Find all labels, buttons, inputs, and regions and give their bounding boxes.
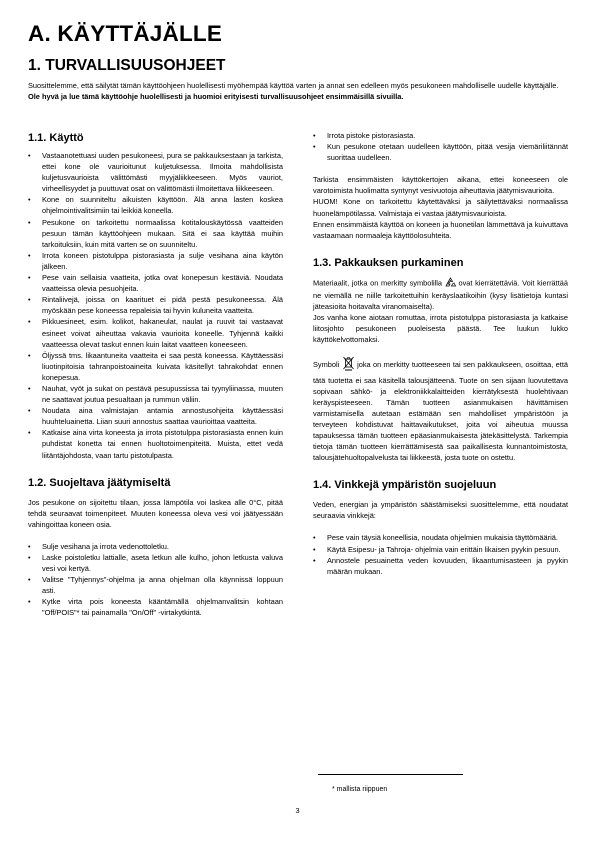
list-item: • Irrota pistoke pistorasiasta. [313,130,568,141]
page-number: 3 [295,806,300,815]
freeze-paragraph: Jos pesukone on sijoitettu tilaan, jossa lämpötila voi laskea alle 0°C, pitää tehdä seuraavat toimenpiteet. Muuten koneessa oleva vesi voi jäätyessään vahingoittaa koneen osia. [28,497,283,529]
list-item: • Irrota koneen pistotulppa pistorasiasta ja sulje vesihana aina käytön jälkeen. [28,250,283,272]
recycle-paragraph [313,277,568,312]
footnote-divider [318,774,463,775]
list-item: • Kone on suunniteltu aikuisten käyttöön. Älä anna lasten koskea ohjelmointivalitsimiin tai leikkiä koneella. [28,194,283,216]
weee-text-a: Symboli [313,360,340,370]
intro-paragraph [28,80,568,102]
scrap-paragraph: Jos vanha kone aiotaan romuttaa, irrota pistotulppa pistorasiasta ja katkaise liitosjohto pesukoneen puoleisesta päästä. Tee luukun lukko käyttökelvottomaksi. [313,313,568,345]
list-item: • Rintaliivejä, joissa on kaarituet ei pidä pestä pesukoneessa. Älä myöskään pese koneessa repaleisia tai hyvin kuluneita vaatteita. [28,294,283,316]
list-item: • Öljyssä tms. likaantuneita vaatteita ei saa pestä koneessa. Käyttäessäsi liuotinpitoisia tahranpoistoaineita kuivata käsitellyt tahrakohdat ennen konepesua. [28,350,283,383]
heading-1-2: 1.2. Suojeltava jäätymiseltä [28,476,171,489]
chapter-title: A. KÄYTTÄJÄLLE [28,21,223,46]
section-title: 1. TURVALLISUUSOHJEET [28,57,226,74]
footnote: * mallista riippuen [332,786,388,793]
recycle-text-b: ovat kierrätettäviä. Voit kierrättää ne viemällä ne niille tarkoitettuihin keräyslaatikoihin (kysy lisätietoja kuntasi jäteasioita hoitavalta viranomaiselta). [313,278,568,312]
list-item: • Valitse "Tyhjennys"-ohjelma ja anna ohjelman olla käynnissä loppuun asti. [28,574,283,596]
list-item: • Kun pesukone otetaan uudelleen käyttöön, pitää vesija viemäriliitännät suorittaa uudelleen. [313,141,568,163]
crossed-bin-icon [342,356,355,374]
list-item: • Annostele pesuainetta veden kovuuden, likaantumisasteen ja pyykin määrän mukaan. [313,555,568,577]
first-use-paragraph: Ennen ensimmäistä käyttöä on koneen ja huonetilan lämmettävä ja kuivuttava vastaamaan normaaleja käyttöolosuhteita. [313,219,568,240]
list-item: • Noudata aina valmistajan antamia annostusohjeita käyttäessäsi huuhteluainetta. Liian suuri annostus saattaa vaurioittaa vaatteita. [28,405,283,427]
list-item: • Käytä Esipesu- ja Tahroja- ohjelmia vain erittäin likaisen pyykin pesuun. [313,544,568,555]
recycle-text-a: Materiaalit, jotka on merkitty symbolilla [313,278,443,288]
note-paragraph: HUOM! Kone on tarkoitettu käytettäväksi ja säilytettäväksi normaalissa huonelämpötilassa. Valmistaja ei vastaa jäätymisvaurioista. [313,197,568,218]
weee-text-b: joka on merkitty tuotteeseen tai sen pakkaukseen, osoittaa, että tätä tuotetta ei saa käsitellä talousjätteenä. Tuote on sen sijaan luovutettava sopivaan sähkö- ja elektroniikkalaitteiden kierrätyksestä huolehtivaan keräyspisteeseen. Tämän tuotteen asianmukaisen hävittämisen varmistamisella autetaan estämään sen mahdolliset ympäristöön ja terveyteen kohdistuvat haittavaikutukset, joita voi aiheutua muussa tapauksessa tämän tuotteen epäasianmukaisesta jätekäsittelystä. Tarkempia tietoja tämän tuotteen kierrättämisestä saa paikallisesta kunnantoimistosta, talousjätehuoltopalvelusta tai liikkeestä, josta tuote on ostettu. [313,360,568,463]
list-item: • Pikkuesineet, esim. kolikot, hakaneulat, naulat ja ruuvit tai vastaavat esineet voivat aiheuttaa vakavia vaurioita koneelle. Tyhjennä kaikki vaatteessa olevat taskut ennen kuin laitat vaatteen koneeseen. [28,316,283,349]
heading-1-1: 1.1. Käyttö [28,132,84,144]
weee-paragraph [313,356,568,463]
eco-list [313,532,568,576]
heading-1-3: 1.3. Pakkauksen purkaminen [313,256,464,269]
list-item: • Pesukone on tarkoitettu normaalissa kotitalouskäytössä vaatteiden pesuun tämän käyttöohjeen mukaan. Sitä ei saa käyttää muihin tarkoituksiin, kuin mitä varten se on suunniteltu. [28,217,283,250]
list-item: • Pese vain sellaisia vaatteita, jotka ovat konepesun kestäviä. Noudata vaatteissa olevia pesuohjeita. [28,272,283,294]
list-item: • Sulje vesihana ja irrota vedenottoletku. [28,541,283,552]
list-item: • Nauhat, vyöt ja sukat on pestävä pesupussissa tai tyynyliinassa, muuten ne saattavat joutua pesualtaan ja rummun väliin. [28,383,283,405]
list-item: • Kytke virta pois koneesta kääntämällä ohjelmanvalitsin kohtaan "Off/POIS"* tai painamalla "On/Off" -virtakytkintä. [28,596,283,618]
list-item: • Katkaise aina virta koneesta ja irrota pistotulppa pistorasiasta ennen kuin puhdistat konetta tai ennen huoltotoimenpiteitä. Muista, ettet vedä liitäntäjohdosta, vaan tartu pistotulpasta. [28,427,283,460]
intro-bold-text: Ole hyvä ja lue tämä käyttöohje huolellisesti ja huomioi erityisesti turvallisuusohjeet ensimmäisillä sivuilla. [28,92,404,101]
list-item: • Laske poistoletku lattialle, aseta letkun alle kulho, johon letkusta valuva vesi voi kertyä. [28,552,283,574]
list-item: • Vastaanotettuasi uuden pesukoneesi, pura se pakkauksestaan ja tarkista, ettei kone ole vaurioitunut kuljetuksessa. Ilmoita mahdollisista kuljetusvaurioista välittömästi myyjäliikkeeseen. Myös vauriot, virheellisyydet ja puuttuvat osat on välittömästi ilmoitettava liikkeeseen. [28,150,283,194]
intro-text: Suosittelemme, että säilytät tämän käyttöohjeen huolellisesti myöhempää käyttöä varten ja annat sen edelleen myös pesukoneen mahdolliselle uudelle käyttäjälle. [28,81,559,90]
left-column [28,130,283,619]
freeze-list-continued [313,130,568,163]
page-header [28,20,568,102]
check-paragraph: Tarkista ensimmäisten käyttökertojen aikana, ettei koneeseen ole varotoimista huolimatta syntynyt vesivuotoja aiheuttavia jäätymisvaurioita. [313,175,568,196]
list-item: • Pese vain täysiä koneellisia, noudata ohjelmien mukaisia täyttömääriä. [313,532,568,543]
eco-paragraph: Veden, energian ja ympäristön säästämiseksi suosittelemme, että noudatat seuraavia vinkkejä: [313,500,568,521]
right-column [313,130,568,577]
recycle-icon [445,277,456,290]
heading-1-4: 1.4. Vinkkejä ympäristön suojeluun [313,479,497,492]
freeze-list [28,541,283,619]
usage-list [28,150,283,461]
